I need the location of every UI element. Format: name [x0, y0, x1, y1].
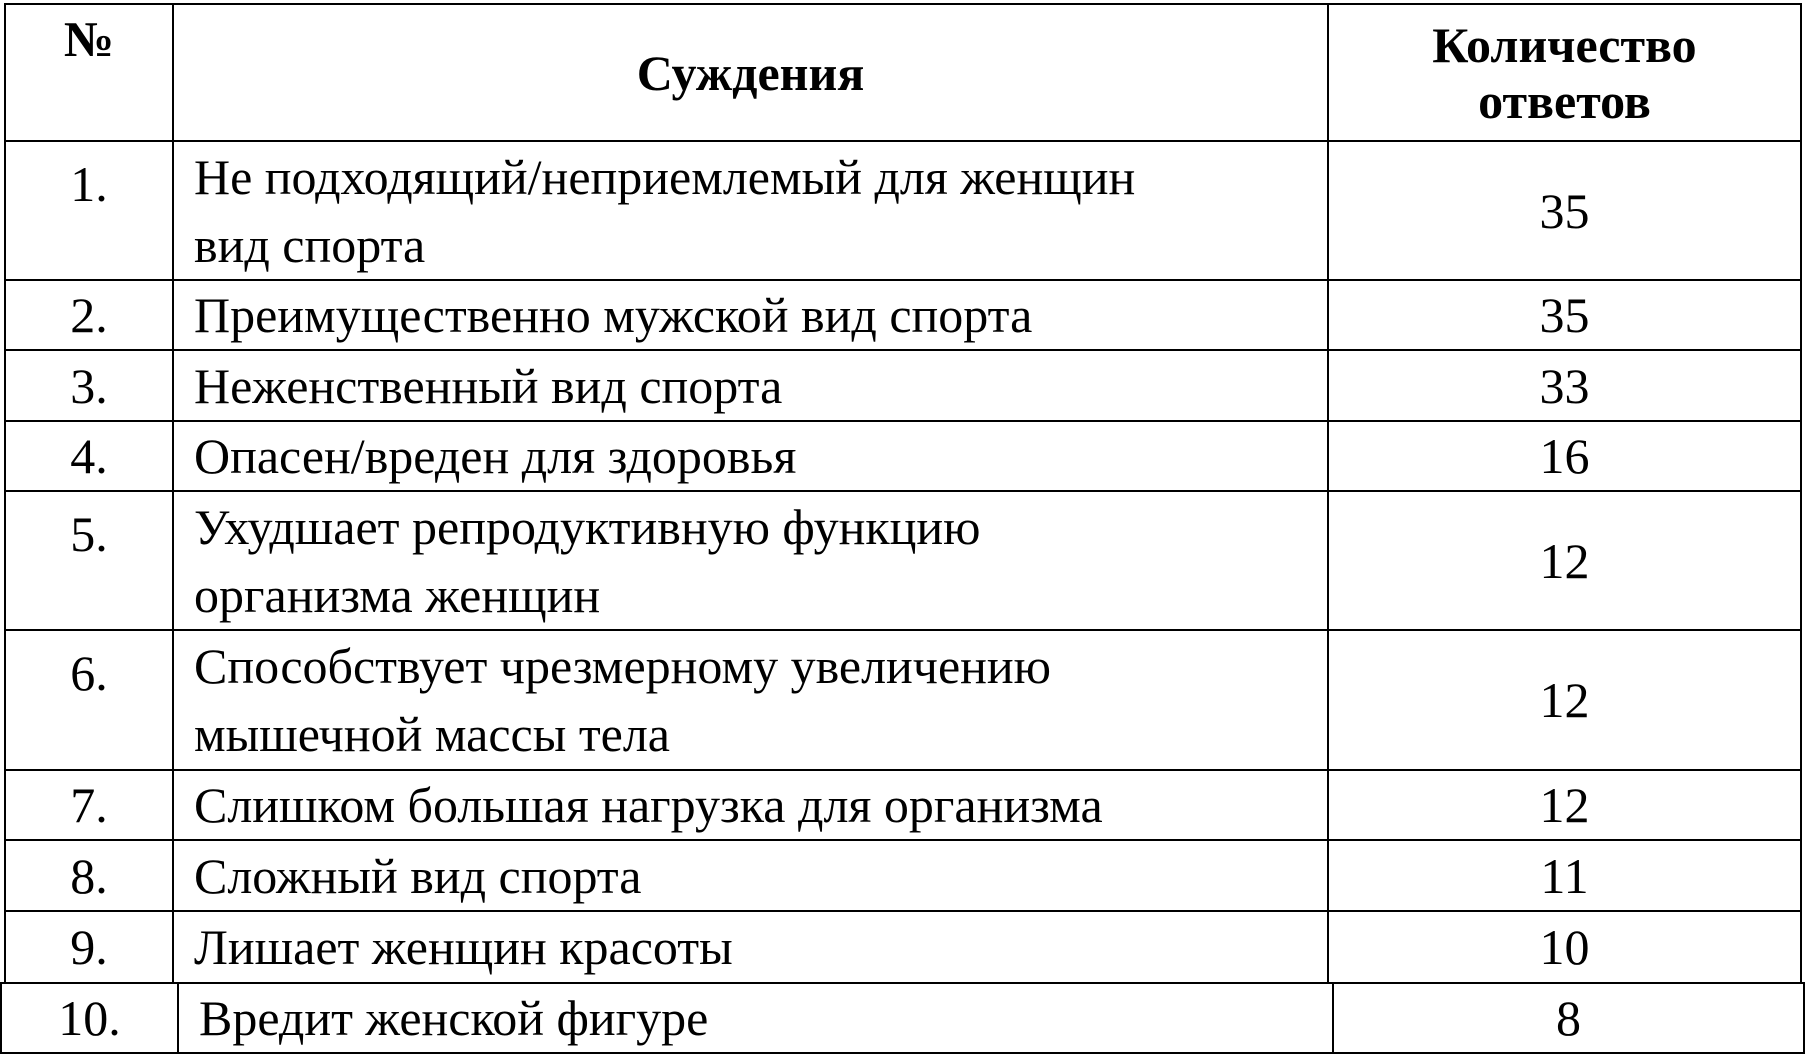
row-count — [1329, 142, 1800, 279]
header-count-label-line2: ответов — [1478, 72, 1651, 129]
row-count — [1329, 281, 1800, 349]
row-count — [1329, 492, 1800, 629]
row-statement — [179, 984, 1332, 1052]
row-statement-line: Опасен/вреден для здоровья — [194, 428, 797, 484]
row-statement-line: Ухудшает репродуктивную функцию — [194, 498, 981, 555]
header-statement — [174, 5, 1327, 140]
row-number-text: 9. — [70, 919, 108, 975]
row-count-text: 12 — [1539, 672, 1590, 728]
row-count-text: 12 — [1539, 777, 1590, 833]
row-statement-line: Неженственный вид спорта — [194, 357, 783, 414]
row-number — [6, 631, 172, 769]
row-count-text: 12 — [1539, 532, 1590, 589]
row-number — [6, 422, 172, 490]
row-statement-line: Вредит женской фигуре — [199, 990, 709, 1046]
row-number — [2, 984, 177, 1052]
row-statement-line: Способствует чрезмерному увеличению — [194, 638, 1052, 694]
row-count-text: 10 — [1539, 919, 1590, 975]
row-statement — [174, 351, 1327, 420]
row-count-text: 35 — [1539, 287, 1590, 343]
row-number-text: 4. — [70, 428, 108, 484]
row-statement-line: Преимущественно мужской вид спорта — [194, 287, 1033, 343]
row-number — [6, 281, 172, 349]
row-statement — [174, 912, 1327, 982]
row-count — [1329, 351, 1800, 420]
row-number-text: 10. — [58, 990, 121, 1046]
row-number — [6, 912, 172, 982]
row-number — [6, 351, 172, 420]
row-number-text: 2. — [70, 287, 108, 343]
row-count-text: 11 — [1540, 847, 1589, 904]
row-number-text: 5. — [70, 506, 108, 562]
row-statement — [174, 631, 1327, 769]
header-statement-label: Суждения — [636, 44, 865, 101]
header-number-label: № — [63, 11, 115, 67]
row-statement — [174, 771, 1327, 839]
row-statement — [174, 492, 1327, 629]
row-count-text: 8 — [1556, 990, 1581, 1046]
row-statement — [174, 281, 1327, 349]
row-statement — [174, 841, 1327, 910]
column-divider — [1800, 3, 1802, 983]
row-statement — [174, 142, 1327, 279]
row-count — [1329, 422, 1800, 490]
row-count — [1329, 631, 1800, 769]
row-number — [6, 142, 172, 279]
row-statement — [174, 422, 1327, 490]
row-count — [1329, 912, 1800, 982]
row-number — [6, 771, 172, 839]
row-statement-line: Лишает женщин красоты — [194, 919, 733, 975]
row-statement-line: Сложный вид спорта — [194, 847, 642, 904]
row-count-text: 35 — [1539, 182, 1590, 239]
row-statement-line: организма женщин — [194, 566, 601, 623]
row-count-text: 33 — [1539, 357, 1590, 414]
row-statement-line: мышечной массы тела — [194, 706, 671, 762]
header-count — [1329, 5, 1800, 140]
row-statement-line: вид спорта — [194, 216, 426, 273]
row-number-text: 3. — [70, 357, 108, 414]
row-number — [6, 841, 172, 910]
row-number-text: 6. — [70, 645, 108, 701]
row-number-text: 1. — [70, 156, 108, 212]
row-count — [1334, 984, 1803, 1052]
table-border-bottom — [0, 1052, 1805, 1054]
row-number-text: 7. — [70, 777, 108, 833]
row-number-text: 8. — [70, 847, 108, 904]
row-count — [1329, 841, 1800, 910]
row-number — [6, 492, 172, 629]
row-count — [1329, 771, 1800, 839]
header-count-label-line1: Количество — [1432, 16, 1697, 73]
row-statement-line: Слишком большая нагрузка для организма — [194, 777, 1103, 833]
row-count-text: 16 — [1539, 428, 1590, 484]
header-number — [6, 5, 172, 140]
row-statement-line: Не подходящий/неприемлемый для женщин — [194, 148, 1136, 205]
